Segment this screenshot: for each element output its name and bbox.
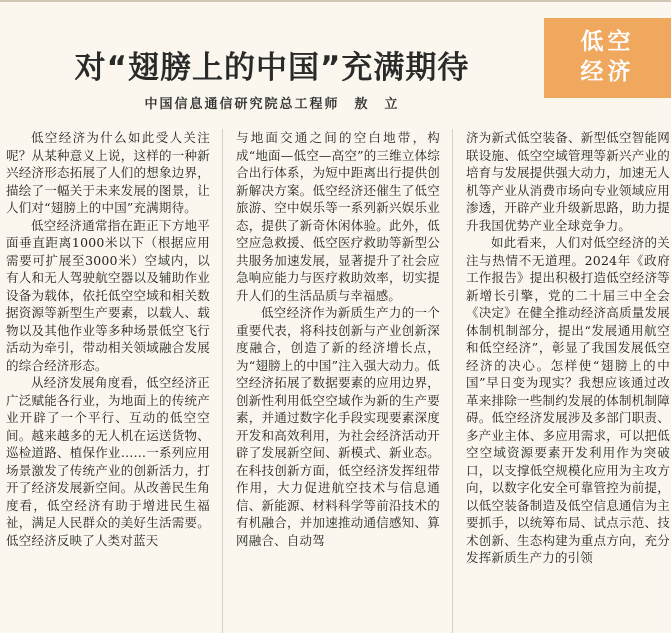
header-rule [0, 0, 671, 2]
article-column-1 [6, 129, 210, 633]
column-divider [222, 129, 223, 633]
byline: 中国信息通信研究院总工程师 敖 立 [144, 97, 400, 112]
paragraph: 低空经济作为新质生产力的一个重要代表，将科技创新与产业创新深度融合，创造了新的经济增长点，为“翅膀上的中国”注入强大动力。低空经济拓展了数据要素的应用边界，创新性利用低空空域作为新的生产要素，并通过数字化手段实现要素深度开发和高效利用，为社会经济活动开辟了发展新空间、新模式、新业态。在科技创新方面，低空经济发挥纽带作用，大力促进航空技术与信息通信、新能源、材料科学等前沿技术的有机融合，并加速推动通信感知、算网融合、自动驾 [236, 305, 440, 548]
section-tag [544, 18, 671, 98]
page-title: 对“翅膀上的中国”充满期待 [74, 50, 470, 86]
paragraph: 与地面交通之间的空白地带，构成“地面—低空—高空”的三维立体综合出行体系，为短中距离出行提供创新解决方案。低空经济还催生了低空旅游、空中娱乐等一系列新兴娱乐业态，提供了新奇休闲体验。此外，低空应急救援、低空医疗救助等新型公共服务加速发展，显著提升了社会应急响应能力与医疗救助效率，切实提升人们的生活品质与幸福感。 [236, 130, 440, 303]
paragraph: 从经济发展角度看，低空经济正广泛赋能各行业，为地面上的传统产业开辟了一个平行、互动的低空空间。越来越多的无人机在运送货物、巡检道路、植保作业……一系列应用场景激发了传统产业的创新活力，打开了经济发展新空间。从改善民生角度看，低空经济有助于增进民生福祉，满足人民群众的美好生活需要。低空经济反映了人类对蓝天 [6, 375, 210, 548]
section-tag-line-1: 低空 [580, 29, 635, 56]
paragraph: 济为新式低空装备、新型低空智能网联设施、低空空域管理等新兴产业的培育与发展提供强大动力，加速无人机等产业从消费市场向专业领域应用渗透，开辟产业升级新思路，助力提升我国优势产业全球竞争力。 [466, 130, 670, 233]
section-tag-line-2: 经济 [580, 59, 635, 85]
paragraph: 低空经济为什么如此受人关注呢？从某种意义上说，这样的一种新兴经济形态拓展了人们的想象边界，描绘了一幅关于未来发展的图景，让人们对“翅膀上的中国”充满期待。 [6, 130, 210, 215]
paragraph: 低空经济通常指在距正下方地平面垂直距离1000米以下（根据应用需要可扩展至3000米）空域内，以有人和无人驾驶航空器以及辅助作业设备为载体，依托低空空域和相关数据资源等新型生产要素，以载人、载物以及其他作业等多种场景低空飞行活动为牵引，带动相关领域融合发展的综合经济形态。 [6, 217, 210, 373]
article-column-2 [236, 129, 440, 633]
article-column-3 [466, 129, 670, 633]
column-divider [452, 129, 453, 633]
paragraph: 如此看来，人们对低空经济的关注与热情不无道理。2024年《政府工作报告》提出积极打造低空经济等新增长引擎，党的二十届三中全会《决定》在健全推动经济高质量发展体制机制部分，提出“发展通用航空和低空经济”，彰显了我国发展低空经济的决心。怎样使“翅膀上的中国”早日变为现实？我想应该通过改革来排除一些制约发展的体制机制障碍。低空经济发展涉及多部门职责、多产业主体、多应用需求，可以把低空空域资源要素开发利用作为突破口，以支撑低空规模化应用为主攻方向，以数字化安全可靠管控为前提，以低空装备制造及低空信息通信为主要抓手，以统筹布局、试点示范、技术创新、生态构建为重点方向，充分发挥新质生产力的引领 [466, 235, 670, 565]
